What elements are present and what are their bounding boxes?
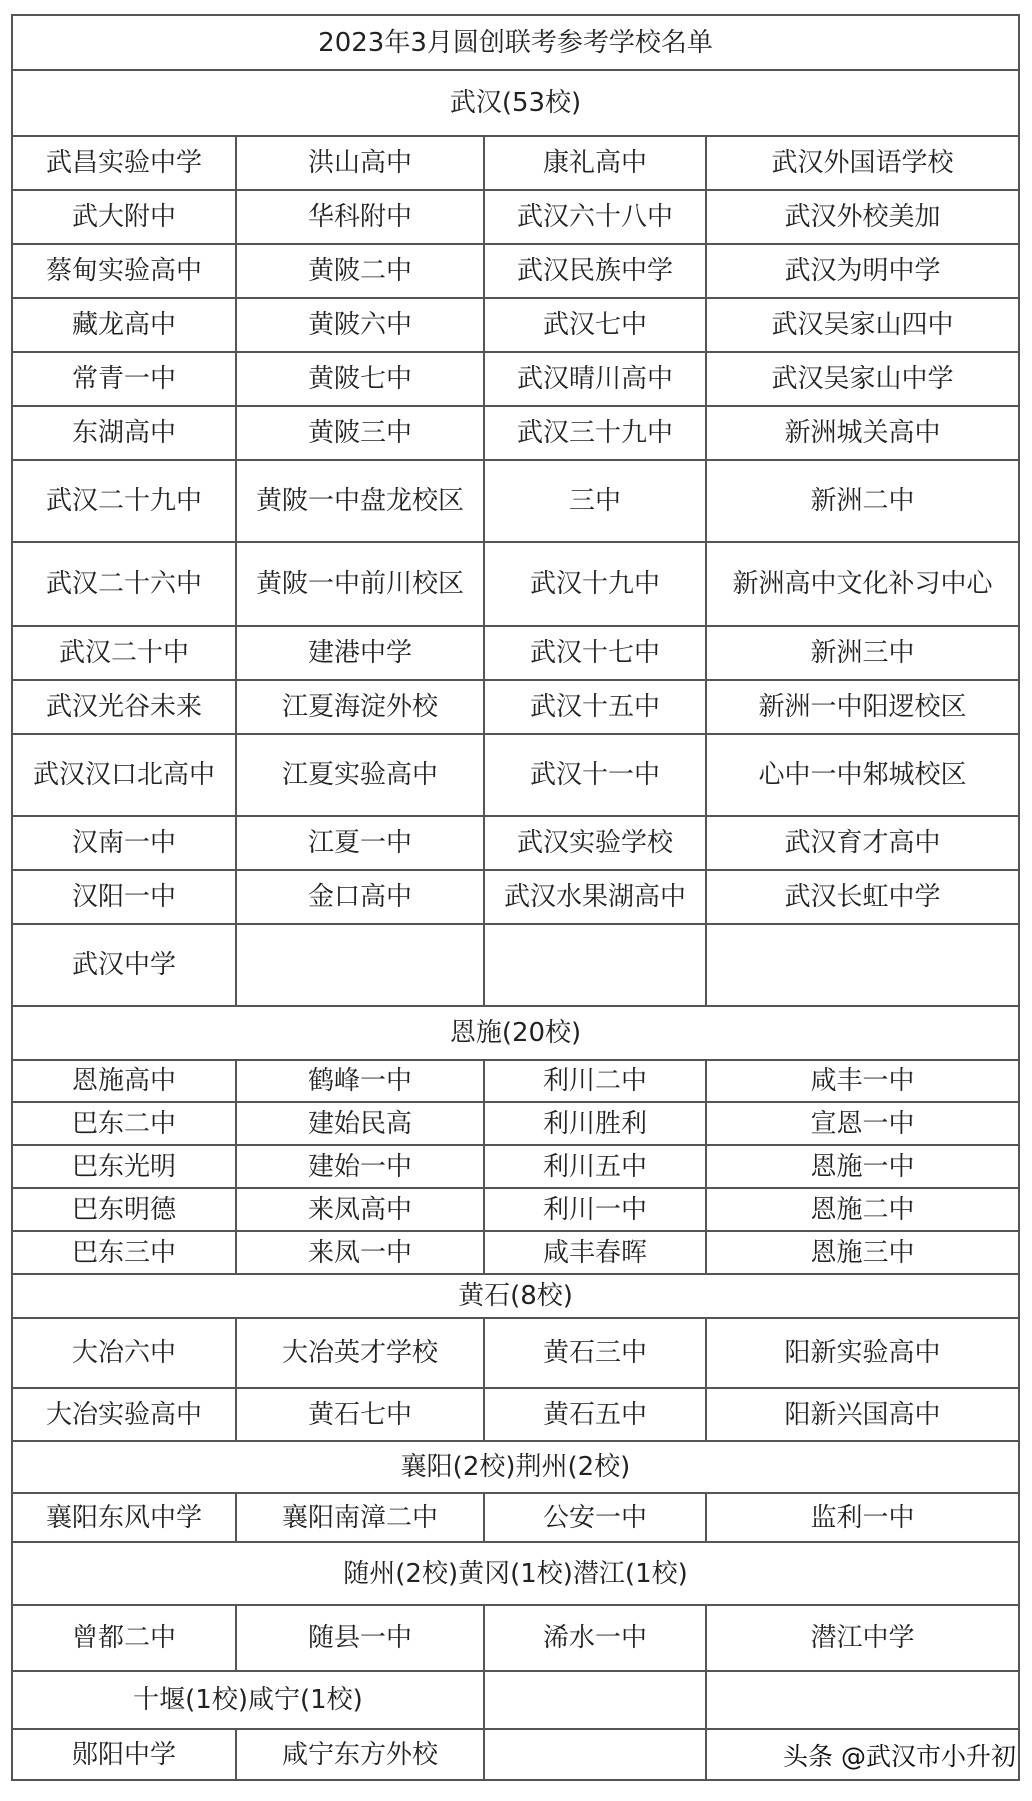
school-cell: 武汉为明中学 bbox=[706, 244, 1019, 298]
school-cell: 恩施三中 bbox=[706, 1231, 1019, 1274]
school-cell: 阳新实验高中 bbox=[706, 1318, 1019, 1388]
table-row bbox=[12, 190, 1019, 244]
school-cell: 武汉民族中学 bbox=[484, 244, 706, 298]
school-cell: 江夏海淀外校 bbox=[236, 680, 484, 734]
school-cell: 黄陂二中 bbox=[236, 244, 484, 298]
school-cell: 曾都二中 bbox=[12, 1605, 236, 1671]
school-list-table bbox=[11, 14, 1020, 1781]
school-cell: 武汉十九中 bbox=[484, 542, 706, 626]
table-row bbox=[12, 1671, 1019, 1729]
school-cell: 黄陂六中 bbox=[236, 298, 484, 352]
school-cell: 武汉十七中 bbox=[484, 626, 706, 680]
school-cell: 巴东明德 bbox=[12, 1188, 236, 1231]
school-cell: 黄陂七中 bbox=[236, 352, 484, 406]
table-row bbox=[12, 352, 1019, 406]
table-row bbox=[12, 136, 1019, 190]
school-cell: 来凤高中 bbox=[236, 1188, 484, 1231]
school-cell: 三中 bbox=[484, 460, 706, 542]
region-header-row bbox=[12, 1441, 1019, 1493]
table-row bbox=[12, 298, 1019, 352]
school-cell: 武汉二十中 bbox=[12, 626, 236, 680]
school-cell: 利川胜利 bbox=[484, 1102, 706, 1145]
table-row bbox=[12, 542, 1019, 626]
empty-cell bbox=[484, 1729, 706, 1780]
school-cell: 黄陂一中前川校区 bbox=[236, 542, 484, 626]
school-cell: 巴东二中 bbox=[12, 1102, 236, 1145]
school-cell: 汉阳一中 bbox=[12, 870, 236, 924]
table-row bbox=[12, 1231, 1019, 1274]
school-cell: 咸丰春晖 bbox=[484, 1231, 706, 1274]
school-cell: 宣恩一中 bbox=[706, 1102, 1019, 1145]
school-cell: 来凤一中 bbox=[236, 1231, 484, 1274]
school-cell: 黄石五中 bbox=[484, 1388, 706, 1441]
region-header: 十堰(1校)咸宁(1校) bbox=[12, 1671, 484, 1729]
school-cell: 武汉实验学校 bbox=[484, 816, 706, 870]
school-cell: 武汉七中 bbox=[484, 298, 706, 352]
school-cell: 新洲二中 bbox=[706, 460, 1019, 542]
school-cell: 郧阳中学 bbox=[12, 1729, 236, 1780]
school-cell: 恩施高中 bbox=[12, 1060, 236, 1102]
table-row bbox=[12, 816, 1019, 870]
school-cell: 武汉十一中 bbox=[484, 734, 706, 816]
school-cell: 恩施一中 bbox=[706, 1145, 1019, 1188]
school-cell: 武汉吴家山中学 bbox=[706, 352, 1019, 406]
region-header: 襄阳(2校)荆州(2校) bbox=[12, 1441, 1019, 1493]
school-cell: 常青一中 bbox=[12, 352, 236, 406]
empty-cell bbox=[706, 924, 1019, 1006]
school-cell: 阳新兴国高中 bbox=[706, 1388, 1019, 1441]
table-row bbox=[12, 1188, 1019, 1231]
table-row bbox=[12, 870, 1019, 924]
school-cell: 武汉六十八中 bbox=[484, 190, 706, 244]
school-cell: 新洲三中 bbox=[706, 626, 1019, 680]
school-cell: 洪山高中 bbox=[236, 136, 484, 190]
school-cell: 公安一中 bbox=[484, 1493, 706, 1542]
school-cell: 大冶实验高中 bbox=[12, 1388, 236, 1441]
school-cell: 康礼高中 bbox=[484, 136, 706, 190]
school-cell: 潜江中学 bbox=[706, 1605, 1019, 1671]
school-cell: 建港中学 bbox=[236, 626, 484, 680]
school-cell: 大冶英才学校 bbox=[236, 1318, 484, 1388]
region-header: 武汉(53校) bbox=[12, 70, 1019, 136]
school-cell: 利川一中 bbox=[484, 1188, 706, 1231]
table-row bbox=[12, 1388, 1019, 1441]
table-row bbox=[12, 680, 1019, 734]
region-header: 黄石(8校) bbox=[12, 1274, 1019, 1318]
school-cell: 武汉三十九中 bbox=[484, 406, 706, 460]
school-cell: 华科附中 bbox=[236, 190, 484, 244]
school-cell: 监利一中 bbox=[706, 1493, 1019, 1542]
school-cell: 新洲城关高中 bbox=[706, 406, 1019, 460]
school-cell: 新洲高中文化补习中心 bbox=[706, 542, 1019, 626]
table-row bbox=[12, 734, 1019, 816]
table-row bbox=[12, 406, 1019, 460]
table-row bbox=[12, 1493, 1019, 1542]
school-cell: 金口高中 bbox=[236, 870, 484, 924]
school-cell: 武汉中学 bbox=[12, 924, 236, 1006]
school-cell: 随县一中 bbox=[236, 1605, 484, 1671]
school-cell: 武汉晴川高中 bbox=[484, 352, 706, 406]
school-cell: 恩施二中 bbox=[706, 1188, 1019, 1231]
school-cell: 武汉二十九中 bbox=[12, 460, 236, 542]
region-header: 恩施(20校) bbox=[12, 1006, 1019, 1060]
school-cell: 浠水一中 bbox=[484, 1605, 706, 1671]
table-row bbox=[12, 1102, 1019, 1145]
title-row bbox=[12, 15, 1019, 70]
school-cell: 咸宁东方外校 bbox=[236, 1729, 484, 1780]
table-row bbox=[12, 626, 1019, 680]
school-cell: 武汉长虹中学 bbox=[706, 870, 1019, 924]
school-cell: 黄陂三中 bbox=[236, 406, 484, 460]
school-cell: 江夏实验高中 bbox=[236, 734, 484, 816]
school-cell: 利川二中 bbox=[484, 1060, 706, 1102]
school-cell: 建始一中 bbox=[236, 1145, 484, 1188]
region-header: 随州(2校)黄冈(1校)潜江(1校) bbox=[12, 1542, 1019, 1605]
school-cell: 巴东光明 bbox=[12, 1145, 236, 1188]
school-cell: 大冶六中 bbox=[12, 1318, 236, 1388]
school-cell: 藏龙高中 bbox=[12, 298, 236, 352]
school-cell: 武汉水果湖高中 bbox=[484, 870, 706, 924]
table-row bbox=[12, 1318, 1019, 1388]
table-row bbox=[12, 1060, 1019, 1102]
table-row bbox=[12, 924, 1019, 1006]
region-header-row bbox=[12, 1274, 1019, 1318]
empty-cell bbox=[236, 924, 484, 1006]
school-cell: 利川五中 bbox=[484, 1145, 706, 1188]
school-cell: 蔡甸实验高中 bbox=[12, 244, 236, 298]
region-header-row bbox=[12, 1542, 1019, 1605]
school-cell: 鹤峰一中 bbox=[236, 1060, 484, 1102]
school-cell: 汉南一中 bbox=[12, 816, 236, 870]
school-cell: 武汉十五中 bbox=[484, 680, 706, 734]
school-cell: 武汉二十六中 bbox=[12, 542, 236, 626]
school-cell: 心中一中邾城校区 bbox=[706, 734, 1019, 816]
school-cell: 咸丰一中 bbox=[706, 1060, 1019, 1102]
school-cell: 襄阳南漳二中 bbox=[236, 1493, 484, 1542]
school-cell: 武汉外校美加 bbox=[706, 190, 1019, 244]
school-cell: 黄陂一中盘龙校区 bbox=[236, 460, 484, 542]
watermark: 头条 @武汉市小升初 bbox=[783, 1742, 1016, 1771]
school-cell: 黄石七中 bbox=[236, 1388, 484, 1441]
region-header-row bbox=[12, 1006, 1019, 1060]
school-cell: 武汉吴家山四中 bbox=[706, 298, 1019, 352]
school-cell: 武大附中 bbox=[12, 190, 236, 244]
table-row bbox=[12, 460, 1019, 542]
region-header-row bbox=[12, 70, 1019, 136]
empty-cell bbox=[484, 924, 706, 1006]
table-row bbox=[12, 1145, 1019, 1188]
page-title: 2023年3月圆创联考参考学校名单 bbox=[12, 15, 1019, 70]
school-cell: 武汉育才高中 bbox=[706, 816, 1019, 870]
school-cell: 武昌实验中学 bbox=[12, 136, 236, 190]
school-cell: 东湖高中 bbox=[12, 406, 236, 460]
school-cell: 襄阳东风中学 bbox=[12, 1493, 236, 1542]
school-cell: 武汉汉口北高中 bbox=[12, 734, 236, 816]
school-cell: 建始民高 bbox=[236, 1102, 484, 1145]
school-cell: 黄石三中 bbox=[484, 1318, 706, 1388]
school-cell: 新洲一中阳逻校区 bbox=[706, 680, 1019, 734]
school-cell: 江夏一中 bbox=[236, 816, 484, 870]
table-row bbox=[12, 1605, 1019, 1671]
school-cell: 巴东三中 bbox=[12, 1231, 236, 1274]
table-row bbox=[12, 244, 1019, 298]
empty-cell bbox=[484, 1671, 706, 1729]
school-cell: 武汉外国语学校 bbox=[706, 136, 1019, 190]
empty-cell bbox=[706, 1671, 1019, 1729]
school-cell: 武汉光谷未来 bbox=[12, 680, 236, 734]
